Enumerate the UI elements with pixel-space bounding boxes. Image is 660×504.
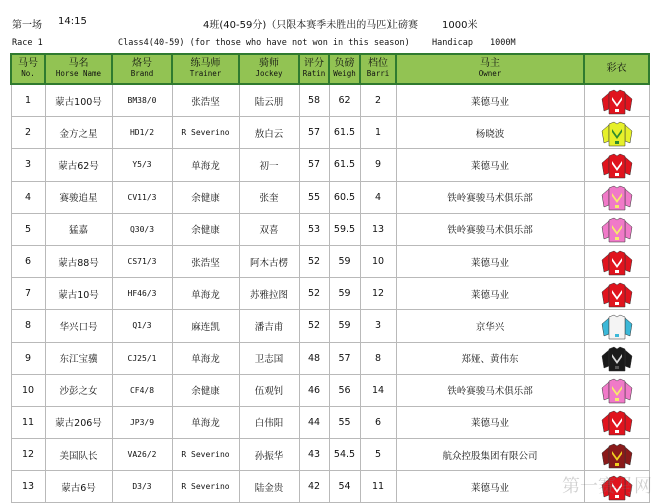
rating-value: 43	[299, 439, 329, 471]
rating-value: 52	[299, 278, 329, 310]
horse-number: 10	[11, 374, 45, 406]
rating-value: 53	[299, 213, 329, 245]
brand-code: Q1/3	[112, 310, 172, 342]
owner-name: 航众控股集团有限公司	[396, 439, 584, 471]
jockey-name: 陆金贵	[239, 471, 299, 503]
horse-name: 沙彭之女	[45, 374, 112, 406]
silk-cell	[584, 84, 649, 117]
col-no-header	[11, 54, 45, 84]
barrier-value: 1	[360, 117, 396, 149]
owner-name: 莱德马业	[396, 84, 584, 117]
barrier-value: 12	[360, 278, 396, 310]
horse-number: 2	[11, 117, 45, 149]
brand-code: CS71/3	[112, 245, 172, 277]
jockey-silks-icon	[600, 119, 634, 147]
race-type-cn: 让磅赛	[388, 20, 418, 31]
horse-number: 3	[11, 149, 45, 181]
rating-value: 48	[299, 342, 329, 374]
race-type-en: Handicap	[432, 38, 473, 48]
brand-code: HF46/3	[112, 278, 172, 310]
horse-name: 美国队长	[45, 439, 112, 471]
horse-number: 11	[11, 406, 45, 438]
rating-value: 55	[299, 181, 329, 213]
owner-name: 莱德马业	[396, 149, 584, 181]
jockey-name: 潘吉甫	[239, 310, 299, 342]
jockey-silks-icon	[600, 151, 634, 179]
horse-number: 9	[11, 342, 45, 374]
col-rating-header	[299, 54, 329, 84]
jockey-name: 阿木古楞	[239, 245, 299, 277]
col-horse-name-header-zh: 马名	[68, 58, 89, 69]
trainer-name: 单海龙	[172, 149, 239, 181]
horse-name: 蒙古10号	[45, 278, 112, 310]
silk-cell	[584, 439, 649, 471]
rating-value: 58	[299, 84, 329, 117]
col-owner-header-en: Owner	[478, 69, 502, 78]
horse-number: 7	[11, 278, 45, 310]
jockey-name: 孙振华	[239, 439, 299, 471]
silk-cell	[584, 374, 649, 406]
horse-name: 蒙古206号	[45, 406, 112, 438]
col-no-header-zh: 马号	[18, 58, 38, 69]
barrier-value: 3	[360, 310, 396, 342]
weight-value: 60.5	[329, 181, 360, 213]
silk-cell	[584, 406, 649, 438]
horse-name: 蒙古62号	[45, 149, 112, 181]
brand-code: BM38/0	[112, 84, 172, 117]
horse-name: 猛嘉	[45, 213, 112, 245]
horse-name: 金方之星	[45, 117, 112, 149]
owner-name: 莱德马业	[396, 406, 584, 438]
brand-code: VA26/2	[112, 439, 172, 471]
owner-name: 莱德马业	[396, 245, 584, 277]
weight-value: 54.5	[329, 439, 360, 471]
jockey-silks-icon	[600, 87, 634, 115]
barrier-value: 6	[360, 406, 396, 438]
barrier-value: 9	[360, 149, 396, 181]
horse-name: 蒙古88号	[45, 245, 112, 277]
jockey-name: 苏雅拉图	[239, 278, 299, 310]
race-distance-en: 1000M	[490, 38, 516, 48]
brand-code: CJ25/1	[112, 342, 172, 374]
owner-name: 郑娅、黄伟东	[396, 342, 584, 374]
owner-name: 莱德马业	[396, 471, 584, 503]
jockey-name: 卫志国	[239, 342, 299, 374]
rating-value: 46	[299, 374, 329, 406]
brand-code: D3/3	[112, 471, 172, 503]
horse-number: 13	[11, 471, 45, 503]
col-trainer-header-zh: 练马师	[190, 58, 221, 69]
table-row	[11, 181, 649, 213]
horse-name: 华兴口号	[45, 310, 112, 342]
table-row	[11, 213, 649, 245]
col-owner-header-zh: 马主	[480, 58, 500, 69]
jockey-silks-icon	[600, 248, 634, 276]
rating-value: 52	[299, 245, 329, 277]
owner-name: 铁岭赛骏马术俱乐部	[396, 374, 584, 406]
col-barrier-header-zh: 档位	[368, 58, 388, 69]
jockey-name: 张奎	[239, 181, 299, 213]
brand-code: HD1/2	[112, 117, 172, 149]
race-number-cn: 第一场	[12, 20, 42, 31]
jockey-silks-icon	[600, 408, 634, 436]
brand-code: Y5/3	[112, 149, 172, 181]
barrier-value: 2	[360, 84, 396, 117]
jockey-name: 白伟阳	[239, 406, 299, 438]
col-silks-header-zh: 彩衣	[606, 63, 627, 74]
jockey-silks-icon	[600, 280, 634, 308]
weight-value: 61.5	[329, 117, 360, 149]
owner-name: 莱德马业	[396, 278, 584, 310]
barrier-value: 13	[360, 213, 396, 245]
brand-code: JP3/9	[112, 406, 172, 438]
watermark: 第一赛马网	[562, 476, 652, 497]
col-silks-header	[584, 54, 649, 84]
weight-value: 59	[329, 310, 360, 342]
weight-value: 59	[329, 278, 360, 310]
col-trainer-header-en: Trainer	[189, 69, 222, 78]
owner-name: 铁岭赛骏马术俱乐部	[396, 213, 584, 245]
col-rating-header-zh: 评分	[304, 58, 324, 69]
col-weight-header-zh: 负磅	[334, 58, 355, 69]
col-barrier-header-en: Barri	[366, 69, 390, 78]
barrier-value: 11	[360, 471, 396, 503]
brand-code: CV11/3	[112, 181, 172, 213]
weight-value: 59	[329, 245, 360, 277]
jockey-name: 初一	[239, 149, 299, 181]
horse-name: 蒙古6号	[45, 471, 112, 503]
weight-value: 62	[329, 84, 360, 117]
race-header-en	[0, 38, 660, 50]
col-trainer-header	[172, 54, 239, 84]
trainer-name: 单海龙	[172, 278, 239, 310]
brand-code: CF4/8	[112, 374, 172, 406]
trainer-name: 张浩坚	[172, 84, 239, 117]
horse-name: 东江宝骥	[45, 342, 112, 374]
trainer-name: 单海龙	[172, 342, 239, 374]
col-weight-header-en: Weigh	[333, 69, 356, 78]
col-horse-name-header	[45, 54, 112, 84]
trainer-name: 余健康	[172, 181, 239, 213]
silk-cell	[584, 278, 649, 310]
owner-name: 杨晓波	[396, 117, 584, 149]
barrier-value: 10	[360, 245, 396, 277]
horse-number: 12	[11, 439, 45, 471]
race-class-cn: 4班(40-59分)（只限本赛季未胜出的马匹）	[203, 20, 397, 31]
col-brand-header	[112, 54, 172, 84]
barrier-value: 8	[360, 342, 396, 374]
col-brand-header-zh: 烙号	[132, 58, 152, 69]
jockey-silks-icon	[600, 376, 634, 404]
jockey-silks-icon	[600, 312, 634, 340]
col-horse-name-header-en: Horse Name	[55, 69, 102, 78]
col-brand-header-en: Brand	[130, 69, 154, 78]
barrier-value: 14	[360, 374, 396, 406]
trainer-name: 单海龙	[172, 406, 239, 438]
jockey-name: 双喜	[239, 213, 299, 245]
trainer-name: 余健康	[172, 374, 239, 406]
trainer-name: 余健康	[172, 213, 239, 245]
horse-number: 1	[11, 84, 45, 117]
horse-number: 5	[11, 213, 45, 245]
silk-cell	[584, 310, 649, 342]
table-row	[11, 374, 649, 406]
jockey-name: 伍观钊	[239, 374, 299, 406]
race-class-en: Class4(40-59) (for those who have not won in this season)	[118, 38, 410, 48]
rating-value: 57	[299, 149, 329, 181]
col-jockey-header-en: Jockey	[255, 69, 283, 78]
weight-value: 54	[329, 471, 360, 503]
table-row	[11, 406, 649, 438]
table-row	[11, 149, 649, 181]
brand-code: Q30/3	[112, 213, 172, 245]
table-row	[11, 471, 649, 503]
race-header-cn	[0, 16, 660, 30]
table-row	[11, 278, 649, 310]
col-jockey-header	[239, 54, 299, 84]
race-card-table	[10, 53, 650, 503]
horse-name: 赛骏追星	[45, 181, 112, 213]
race-number-en: Race 1	[12, 38, 43, 48]
horse-number: 6	[11, 245, 45, 277]
col-rating-header-en: Ratin	[302, 69, 326, 78]
race-distance-cn: 1000米	[442, 20, 478, 31]
col-weight-header	[329, 54, 360, 84]
owner-name: 京华兴	[396, 310, 584, 342]
trainer-name: 麻连凯	[172, 310, 239, 342]
barrier-value: 4	[360, 181, 396, 213]
jockey-silks-icon	[600, 183, 634, 211]
jockey-name: 敖白云	[239, 117, 299, 149]
trainer-name: R Severino	[172, 117, 239, 149]
silk-cell	[584, 245, 649, 277]
weight-value: 57	[329, 342, 360, 374]
table-row	[11, 245, 649, 277]
trainer-name: 张浩坚	[172, 245, 239, 277]
jockey-name: 陆云朋	[239, 84, 299, 117]
weight-value: 55	[329, 406, 360, 438]
silk-cell	[584, 117, 649, 149]
rating-value: 44	[299, 406, 329, 438]
col-barrier-header	[360, 54, 396, 84]
table-row	[11, 342, 649, 374]
rating-value: 57	[299, 117, 329, 149]
silk-cell	[584, 181, 649, 213]
rating-value: 52	[299, 310, 329, 342]
silk-cell	[584, 342, 649, 374]
jockey-silks-icon	[600, 215, 634, 243]
barrier-value: 5	[360, 439, 396, 471]
weight-value: 61.5	[329, 149, 360, 181]
horse-name: 蒙古100号	[45, 84, 112, 117]
weight-value: 56	[329, 374, 360, 406]
table-row	[11, 310, 649, 342]
silk-cell	[584, 213, 649, 245]
trainer-name: R Severino	[172, 471, 239, 503]
table-row	[11, 84, 649, 117]
rating-value: 42	[299, 471, 329, 503]
horse-number: 8	[11, 310, 45, 342]
weight-value: 59.5	[329, 213, 360, 245]
table-header-row	[11, 54, 649, 84]
col-no-header-en: No.	[21, 69, 35, 78]
table-row	[11, 439, 649, 471]
col-jockey-header-zh: 骑师	[259, 58, 279, 69]
jockey-silks-icon	[600, 344, 634, 372]
table-row	[11, 117, 649, 149]
col-owner-header	[396, 54, 584, 84]
silk-cell	[584, 149, 649, 181]
owner-name: 铁岭赛骏马术俱乐部	[396, 181, 584, 213]
race-time: 14:15	[58, 16, 87, 27]
table-body	[11, 84, 649, 503]
jockey-silks-icon	[600, 441, 634, 469]
trainer-name: R Severino	[172, 439, 239, 471]
horse-number: 4	[11, 181, 45, 213]
